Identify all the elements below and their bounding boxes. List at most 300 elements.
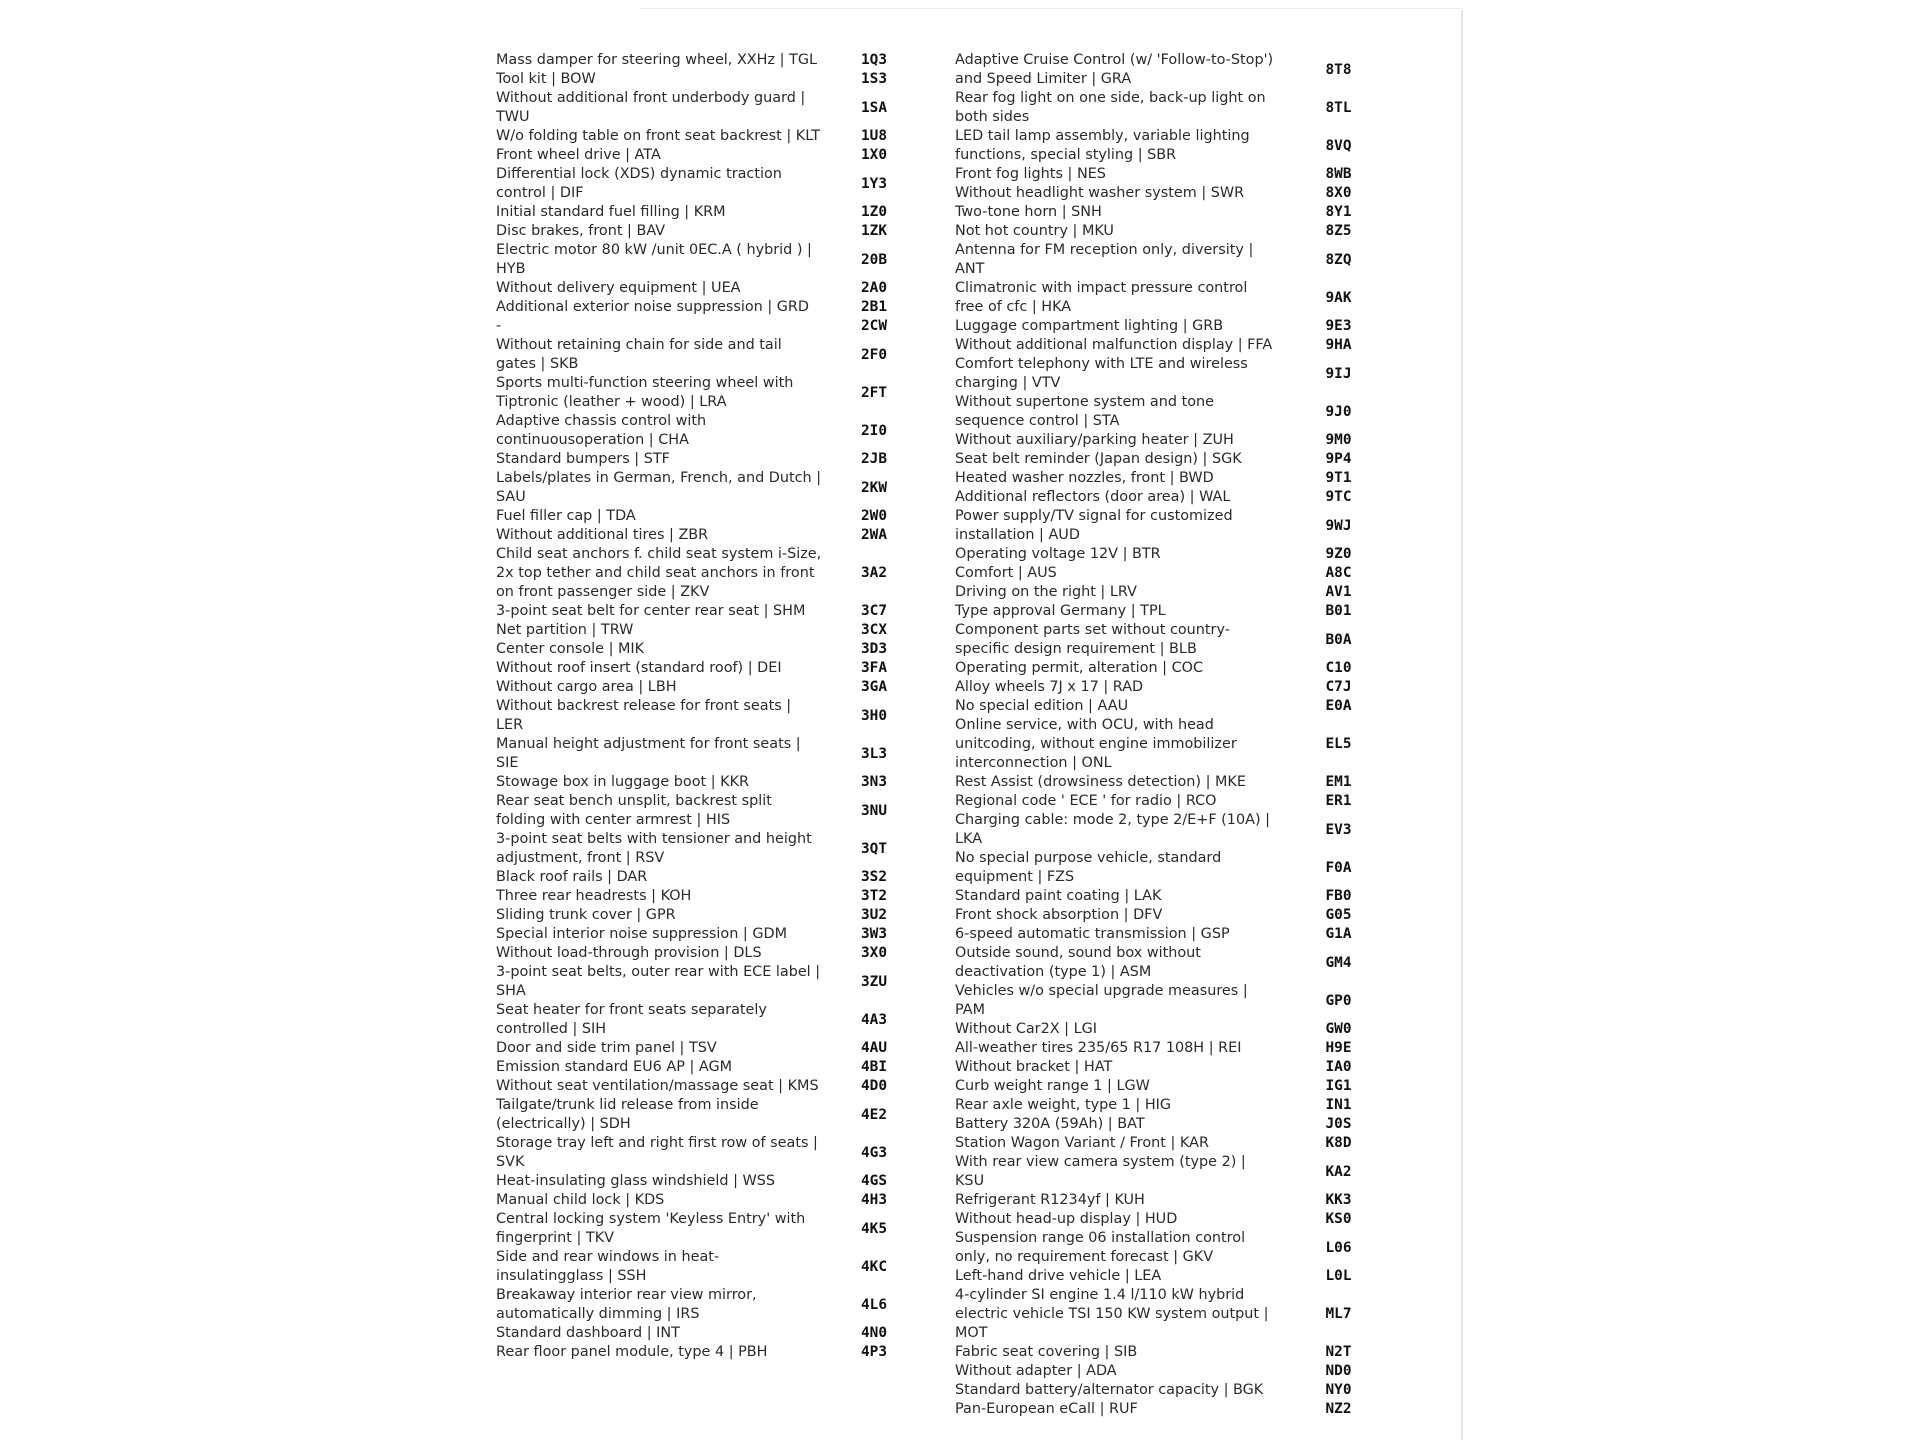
equipment-row — [496, 887, 926, 906]
equipment-row — [496, 1172, 926, 1191]
equipment-row — [955, 887, 1400, 906]
equipment-row — [955, 165, 1400, 184]
equipment-code: KK3 — [1325, 1192, 1352, 1208]
equipment-code: 4BI — [861, 1059, 887, 1075]
page-top-edge — [640, 8, 1462, 9]
equipment-code: B0A — [1325, 631, 1352, 648]
equipment-description: Heat-insulating glass windshield | WSS — [496, 1173, 775, 1189]
equipment-description: Electric motor 80 kW /unit 0EC.A ( hybrid ) | HYB — [496, 242, 812, 277]
equipment-row — [496, 545, 926, 602]
equipment-description: Outside sound, sound box without deactivation (type 1) | ASM — [955, 945, 1201, 980]
equipment-row — [496, 298, 926, 317]
equipment-row — [496, 773, 926, 792]
equipment-row — [496, 678, 926, 697]
equipment-code: L0L — [1325, 1268, 1352, 1284]
equipment-row — [496, 127, 926, 146]
equipment-code: KA2 — [1325, 1163, 1352, 1180]
equipment-code: ER1 — [1325, 793, 1352, 809]
equipment-description: Component parts set without country-specific design requirement | BLB — [955, 622, 1230, 657]
equipment-row — [496, 1096, 926, 1134]
equipment-description: Fuel filler cap | TDA — [496, 508, 636, 524]
equipment-code: 3N3 — [861, 774, 887, 790]
equipment-description: Net partition | TRW — [496, 622, 634, 638]
equipment-description: Disc brakes, front | BAV — [496, 223, 666, 239]
equipment-description: Sports multi-function steering wheel with Tiptronic (leather + wood) | LRA — [496, 375, 794, 410]
equipment-code: 8ZQ — [1325, 251, 1352, 268]
equipment-description: Without supertone system and tone sequence control | STA — [955, 394, 1215, 429]
equipment-description: Tool kit | BOW — [496, 71, 596, 87]
equipment-code: E0A — [1325, 698, 1352, 714]
equipment-code: 9TC — [1325, 489, 1352, 505]
equipment-code: 3ZU — [861, 973, 887, 990]
equipment-row — [955, 925, 1400, 944]
equipment-code: 3C7 — [861, 603, 887, 619]
equipment-description: Without backrest release for front seats | LER — [496, 698, 792, 733]
equipment-description: Black roof rails | DAR — [496, 869, 648, 885]
equipment-code: 20B — [861, 251, 887, 268]
equipment-row — [496, 1039, 926, 1058]
equipment-code: 2W0 — [861, 508, 887, 524]
equipment-row — [955, 203, 1400, 222]
equipment-code: EM1 — [1325, 774, 1352, 790]
equipment-row — [955, 697, 1400, 716]
equipment-code: L06 — [1325, 1239, 1352, 1256]
equipment-description: 3-point seat belts, outer rear with ECE label | SHA — [496, 964, 821, 999]
equipment-code: 3S2 — [861, 869, 887, 885]
equipment-code: 3A2 — [861, 565, 887, 581]
equipment-description: Operating voltage 12V | BTR — [955, 546, 1161, 562]
equipment-code: 9M0 — [1325, 432, 1352, 448]
equipment-description: Standard dashboard | INT — [496, 1325, 680, 1341]
equipment-code: 4KC — [861, 1258, 887, 1275]
equipment-description: All-weather tires 235/65 R17 108H | REI — [955, 1040, 1242, 1056]
equipment-description: Without additional front underbody guard | TWU — [496, 90, 806, 125]
equipment-code: C7J — [1325, 679, 1352, 695]
equipment-row — [955, 583, 1400, 602]
equipment-description: Seat heater for front seats separately controlled | SIH — [496, 1002, 767, 1037]
equipment-code: 1U8 — [861, 128, 887, 144]
equipment-code: 1S3 — [861, 71, 887, 87]
equipment-row — [496, 412, 926, 450]
equipment-description: 3-point seat belt for center rear seat | SHM — [496, 603, 806, 619]
equipment-description: - — [496, 318, 502, 334]
equipment-description: Three rear headrests | KOH — [496, 888, 692, 904]
equipment-code: 1SA — [861, 99, 887, 116]
equipment-description: Front wheel drive | ATA — [496, 147, 661, 163]
equipment-code: IN1 — [1325, 1097, 1352, 1113]
equipment-row — [496, 336, 926, 374]
equipment-row — [955, 1267, 1400, 1286]
equipment-code: 4GS — [861, 1173, 887, 1189]
equipment-code: 9J0 — [1325, 403, 1352, 420]
equipment-code: 3W3 — [861, 926, 887, 942]
equipment-row — [496, 51, 926, 70]
equipment-description: Center console | MIK — [496, 641, 645, 657]
equipment-code: 9P4 — [1325, 451, 1352, 467]
equipment-row — [955, 564, 1400, 583]
equipment-description: Mass damper for steering wheel, XXHz | TGL — [496, 52, 817, 68]
equipment-code: 8TL — [1325, 99, 1352, 116]
equipment-description: LED tail lamp assembly, variable lighting functions, special styling | SBR — [955, 128, 1250, 163]
equipment-description: Vehicles w/o special upgrade measures | PAM — [955, 983, 1248, 1018]
equipment-code: 3QT — [861, 840, 887, 857]
equipment-code: 4E2 — [861, 1106, 887, 1123]
equipment-row — [496, 203, 926, 222]
equipment-row — [955, 1096, 1400, 1115]
equipment-code: 2JB — [861, 451, 887, 467]
equipment-code: 3L3 — [861, 745, 887, 762]
equipment-code: 8WB — [1325, 166, 1352, 182]
equipment-description: Stowage box in luggage boot | KKR — [496, 774, 750, 790]
equipment-code: 3NU — [861, 802, 887, 819]
equipment-row — [496, 89, 926, 127]
equipment-description: Luggage compartment lighting | GRB — [955, 318, 1224, 334]
equipment-description: Storage tray left and right first row of seats | SVK — [496, 1135, 818, 1170]
equipment-description: Without bracket | HAT — [955, 1059, 1113, 1075]
equipment-code: 9Z0 — [1325, 546, 1352, 562]
equipment-description: Rear fog light on one side, back-up light on both sides — [955, 90, 1266, 125]
equipment-code: B01 — [1325, 603, 1352, 619]
equipment-description: Without adapter | ADA — [955, 1363, 1117, 1379]
equipment-description: Comfort | AUS — [955, 565, 1057, 581]
equipment-code: 4A3 — [861, 1011, 887, 1028]
equipment-row — [955, 317, 1400, 336]
equipment-row — [496, 602, 926, 621]
equipment-description: Front fog lights | NES — [955, 166, 1106, 182]
equipment-description: Fabric seat covering | SIB — [955, 1344, 1138, 1360]
equipment-code: 2A0 — [861, 280, 887, 296]
equipment-row — [496, 222, 926, 241]
equipment-description: Refrigerant R1234yf | KUH — [955, 1192, 1145, 1208]
equipment-code: 9AK — [1325, 289, 1352, 306]
equipment-code: KS0 — [1325, 1211, 1352, 1227]
equipment-description: Curb weight range 1 | LGW — [955, 1078, 1150, 1094]
equipment-row — [955, 545, 1400, 564]
equipment-description: Additional reflectors (door area) | WAL — [955, 489, 1231, 505]
equipment-description: Comfort telephony with LTE and wireless charging | VTV — [955, 356, 1248, 391]
equipment-description: Manual height adjustment for front seats | SIE — [496, 736, 801, 771]
equipment-description: Standard battery/alternator capacity | BGK — [955, 1382, 1264, 1398]
equipment-row — [955, 450, 1400, 469]
equipment-code: 3X0 — [861, 945, 887, 961]
equipment-description: Child seat anchors f. child seat system i-Size, 2x top tether and child seat anchors in front on front passenger side | ZKV — [496, 546, 822, 600]
equipment-row — [955, 849, 1400, 887]
equipment-description: Additional exterior noise suppression | GRD — [496, 299, 809, 315]
equipment-code: 2I0 — [861, 422, 887, 439]
equipment-description: With rear view camera system (type 2) | KSU — [955, 1154, 1246, 1189]
equipment-code: J0S — [1325, 1116, 1352, 1132]
equipment-row — [496, 868, 926, 887]
equipment-code: ML7 — [1325, 1306, 1352, 1322]
equipment-row — [955, 1400, 1400, 1419]
equipment-description: Without auxiliary/parking heater | ZUH — [955, 432, 1234, 448]
equipment-code: EV3 — [1325, 821, 1352, 838]
equipment-row — [955, 1210, 1400, 1229]
equipment-description: No special purpose vehicle, standard equipment | FZS — [955, 850, 1222, 885]
equipment-row — [955, 1343, 1400, 1362]
equipment-code: IA0 — [1325, 1059, 1352, 1075]
equipment-row — [955, 127, 1400, 165]
equipment-code: AV1 — [1325, 584, 1352, 600]
equipment-description: Without additional malfunction display | FFA — [955, 337, 1273, 353]
equipment-code: 9WJ — [1325, 517, 1352, 534]
equipment-row — [955, 279, 1400, 317]
equipment-code: 1ZK — [861, 223, 887, 239]
equipment-code: 4N0 — [861, 1325, 887, 1341]
equipment-row — [496, 526, 926, 545]
equipment-code: 9E3 — [1325, 318, 1352, 334]
equipment-code: 4H3 — [861, 1192, 887, 1208]
equipment-description: Side and rear windows in heat-insulatingglass | SSH — [496, 1249, 720, 1284]
equipment-row — [496, 450, 926, 469]
equipment-row — [955, 89, 1400, 127]
equipment-row — [955, 393, 1400, 431]
equipment-list-left-column — [496, 51, 926, 1362]
equipment-description: Without head-up display | HUD — [955, 1211, 1178, 1227]
equipment-row — [496, 735, 926, 773]
equipment-description: Without delivery equipment | UEA — [496, 280, 741, 296]
equipment-row — [496, 925, 926, 944]
equipment-description: Door and side trim panel | TSV — [496, 1040, 717, 1056]
equipment-code: 1Z0 — [861, 204, 887, 220]
equipment-row — [955, 1191, 1400, 1210]
equipment-row — [955, 431, 1400, 450]
equipment-row — [496, 1343, 926, 1362]
equipment-row — [496, 1324, 926, 1343]
equipment-row — [496, 1210, 926, 1248]
equipment-row — [955, 51, 1400, 89]
equipment-description: Initial standard fuel filling | KRM — [496, 204, 726, 220]
equipment-code: 3CX — [861, 622, 887, 638]
equipment-row — [955, 944, 1400, 982]
equipment-code: NZ2 — [1325, 1401, 1352, 1417]
equipment-row — [496, 1191, 926, 1210]
equipment-description: Without headlight washer system | SWR — [955, 185, 1245, 201]
equipment-code: A8C — [1325, 565, 1352, 581]
equipment-description: Power supply/TV signal for customized installation | AUD — [955, 508, 1233, 543]
equipment-row — [955, 678, 1400, 697]
equipment-code: 3FA — [861, 660, 887, 676]
equipment-description: Without seat ventilation/massage seat | KMS — [496, 1078, 819, 1094]
equipment-description: Rear axle weight, type 1 | HIG — [955, 1097, 1172, 1113]
equipment-description: Central locking system 'Keyless Entry' with fingerprint | TKV — [496, 1211, 806, 1246]
equipment-description: Station Wagon Variant / Front | KAR — [955, 1135, 1209, 1151]
equipment-description: Without retaining chain for side and tail gates | SKB — [496, 337, 782, 372]
equipment-description: Emission standard EU6 AP | AGM — [496, 1059, 733, 1075]
equipment-code: 3GA — [861, 679, 887, 695]
equipment-row — [955, 355, 1400, 393]
equipment-code: 9HA — [1325, 337, 1352, 353]
equipment-code: EL5 — [1325, 736, 1352, 752]
equipment-description: Without Car2X | LGI — [955, 1021, 1098, 1037]
equipment-row — [955, 1077, 1400, 1096]
equipment-description: 4-cylinder SI engine 1.4 l/110 kW hybrid electric vehicle TSI 150 KW system output | MOT — [955, 1287, 1269, 1341]
equipment-description: Alloy wheels 7J x 17 | RAD — [955, 679, 1144, 695]
equipment-code: K8D — [1325, 1135, 1352, 1151]
equipment-row — [496, 146, 926, 165]
equipment-row — [955, 1058, 1400, 1077]
equipment-row — [955, 773, 1400, 792]
equipment-description: Differential lock (XDS) dynamic traction control | DIF — [496, 166, 782, 201]
equipment-code: F0A — [1325, 859, 1352, 876]
equipment-code: 8Z5 — [1325, 223, 1352, 239]
equipment-code: 8VQ — [1325, 137, 1352, 154]
equipment-code: N2T — [1325, 1344, 1352, 1360]
equipment-code: ND0 — [1325, 1363, 1352, 1379]
equipment-row — [955, 1381, 1400, 1400]
equipment-description: Front shock absorption | DFV — [955, 907, 1163, 923]
equipment-code: 4D0 — [861, 1078, 887, 1094]
equipment-code: 3D3 — [861, 641, 887, 657]
equipment-code: 2B1 — [861, 299, 887, 315]
equipment-row — [496, 1058, 926, 1077]
equipment-row — [496, 469, 926, 507]
equipment-row — [955, 488, 1400, 507]
equipment-row — [955, 184, 1400, 203]
equipment-description: Charging cable: mode 2, type 2/E+F (10A) | LKA — [955, 812, 1270, 847]
equipment-row — [955, 1115, 1400, 1134]
equipment-description: Not hot country | MKU — [955, 223, 1114, 239]
equipment-code: 8Y1 — [1325, 204, 1352, 220]
equipment-row — [955, 336, 1400, 355]
equipment-description: Adaptive chassis control with continuousoperation | CHA — [496, 413, 707, 448]
equipment-description: Rest Assist (drowsiness detection) | MKE — [955, 774, 1246, 790]
equipment-description: Left-hand drive vehicle | LEA — [955, 1268, 1162, 1284]
equipment-code: G05 — [1325, 907, 1352, 923]
equipment-description: Sliding trunk cover | GPR — [496, 907, 676, 923]
equipment-description: Labels/plates in German, French, and Dutch | SAU — [496, 470, 822, 505]
equipment-row — [955, 1229, 1400, 1267]
equipment-row — [496, 906, 926, 925]
equipment-code: 8T8 — [1325, 61, 1352, 78]
equipment-description: Without load-through provision | DLS — [496, 945, 762, 961]
equipment-row — [496, 1134, 926, 1172]
equipment-description: No special edition | AAU — [955, 698, 1129, 714]
equipment-row — [955, 1039, 1400, 1058]
equipment-row — [955, 1362, 1400, 1381]
equipment-row — [496, 374, 926, 412]
equipment-row — [955, 792, 1400, 811]
equipment-description: Adaptive Cruise Control (w/ 'Follow-to-Stop') and Speed Limiter | GRA — [955, 52, 1274, 87]
equipment-description: 3-point seat belts with tensioner and height adjustment, front | RSV — [496, 831, 812, 866]
equipment-code: GP0 — [1325, 992, 1352, 1009]
equipment-description: Two-tone horn | SNH — [955, 204, 1102, 220]
equipment-code: 8X0 — [1325, 185, 1352, 201]
equipment-row — [496, 830, 926, 868]
equipment-description: Without cargo area | LBH — [496, 679, 677, 695]
equipment-code: 3H0 — [861, 707, 887, 724]
equipment-description: Rear seat bench unsplit, backrest split folding with center armrest | HIS — [496, 793, 772, 828]
equipment-row — [955, 222, 1400, 241]
equipment-description: Online service, with OCU, with head unitcoding, without engine immobilizer interconnection | ONL — [955, 717, 1237, 771]
equipment-row — [955, 621, 1400, 659]
equipment-code: 4K5 — [861, 1220, 887, 1237]
equipment-row — [496, 640, 926, 659]
equipment-description: Breakaway interior rear view mirror, automatically dimming | IRS — [496, 1287, 757, 1322]
equipment-row — [955, 716, 1400, 773]
equipment-description: Heated washer nozzles, front | BWD — [955, 470, 1214, 486]
equipment-row — [496, 317, 926, 336]
equipment-description: Suspension range 06 installation control only, no requirement forecast | GKV — [955, 1230, 1246, 1265]
equipment-description: Battery 320A (59Ah) | BAT — [955, 1116, 1145, 1132]
equipment-description: 6-speed automatic transmission | GSP — [955, 926, 1230, 942]
equipment-code: 4P3 — [861, 1344, 887, 1360]
equipment-description: Tailgate/trunk lid release from inside (electrically) | SDH — [496, 1097, 759, 1132]
equipment-code: 2KW — [861, 479, 887, 496]
equipment-description: Without additional tires | ZBR — [496, 527, 709, 543]
equipment-row — [496, 279, 926, 298]
equipment-code: C10 — [1325, 660, 1352, 676]
equipment-code: FB0 — [1325, 888, 1352, 904]
equipment-description: Rear floor panel module, type 4 | PBH — [496, 1344, 768, 1360]
equipment-row — [496, 1286, 926, 1324]
equipment-code: 1Y3 — [861, 175, 887, 192]
equipment-code: 3U2 — [861, 907, 887, 923]
equipment-code: 2CW — [861, 318, 887, 334]
equipment-description: Manual child lock | KDS — [496, 1192, 665, 1208]
equipment-code: 1X0 — [861, 147, 887, 163]
equipment-row — [955, 811, 1400, 849]
equipment-row — [955, 602, 1400, 621]
equipment-row — [496, 659, 926, 678]
equipment-description: Standard paint coating | LAK — [955, 888, 1162, 904]
equipment-row — [955, 659, 1400, 678]
equipment-description: Seat belt reminder (Japan design) | SGK — [955, 451, 1242, 467]
equipment-code: 3T2 — [861, 888, 887, 904]
equipment-code: 9IJ — [1325, 365, 1352, 382]
equipment-row — [496, 165, 926, 203]
equipment-description: Type approval Germany | TPL — [955, 603, 1166, 619]
equipment-row — [496, 792, 926, 830]
equipment-description: Operating permit, alteration | COC — [955, 660, 1204, 676]
equipment-code: 2WA — [861, 527, 887, 543]
equipment-description: Special interior noise suppression | GDM — [496, 926, 788, 942]
equipment-code: IG1 — [1325, 1078, 1352, 1094]
equipment-description: Without roof insert (standard roof) | DEI — [496, 660, 782, 676]
equipment-code: 9T1 — [1325, 470, 1352, 486]
equipment-row — [496, 963, 926, 1001]
equipment-description: Regional code ' ECE ' for radio | RCO — [955, 793, 1217, 809]
equipment-row — [955, 241, 1400, 279]
equipment-row — [496, 697, 926, 735]
page-right-edge — [1461, 10, 1463, 1440]
equipment-description: Pan-European eCall | RUF — [955, 1401, 1138, 1417]
equipment-code: H9E — [1325, 1040, 1352, 1056]
equipment-code: NY0 — [1325, 1382, 1352, 1398]
equipment-code: G1A — [1325, 926, 1352, 942]
equipment-description: Antenna for FM reception only, diversity | ANT — [955, 242, 1254, 277]
equipment-code: 2FT — [861, 384, 887, 401]
equipment-code: GW0 — [1325, 1021, 1352, 1037]
equipment-row — [496, 621, 926, 640]
equipment-code: 4AU — [861, 1040, 887, 1056]
equipment-description: Driving on the right | LRV — [955, 584, 1137, 600]
equipment-row — [955, 1286, 1400, 1343]
equipment-list-right-column — [955, 51, 1400, 1419]
equipment-row — [496, 1248, 926, 1286]
equipment-code: 2F0 — [861, 346, 887, 363]
equipment-code: 1Q3 — [861, 52, 887, 68]
equipment-row — [496, 1077, 926, 1096]
equipment-row — [955, 469, 1400, 488]
equipment-code: GM4 — [1325, 954, 1352, 971]
equipment-row — [496, 241, 926, 279]
equipment-code: 4G3 — [861, 1144, 887, 1161]
equipment-row — [955, 1153, 1400, 1191]
equipment-row — [955, 1134, 1400, 1153]
equipment-row — [955, 982, 1400, 1020]
equipment-code: 4L6 — [861, 1296, 887, 1313]
